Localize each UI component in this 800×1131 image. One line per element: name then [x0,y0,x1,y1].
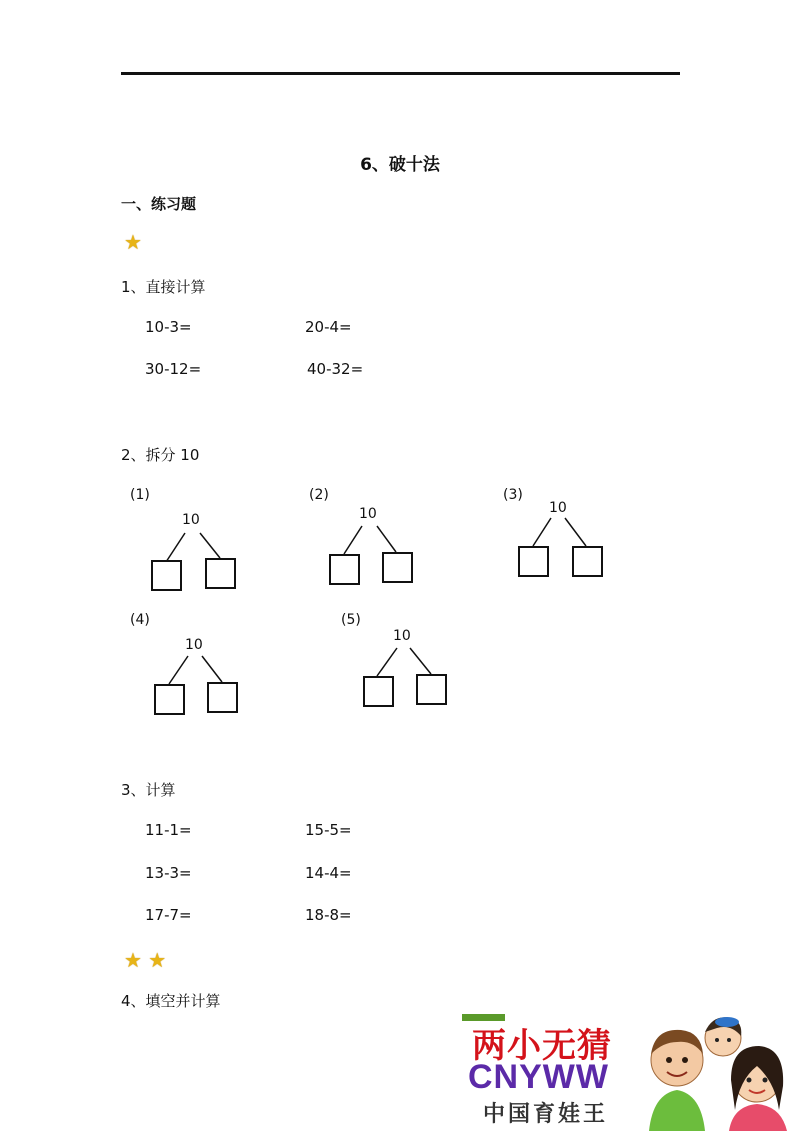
answer-box[interactable] [518,546,549,577]
question-4-label: 4、填空并计算 [121,992,221,1010]
watermark-brand-cn: 两小无猜 [472,1026,612,1066]
tree-number: 10 [359,506,377,522]
tree-number: 10 [185,637,203,653]
star-icon: ★ ★ [124,948,167,972]
question-2-label: 2、拆分 10 [121,446,200,464]
equation: 10-3= [145,318,192,336]
branch-line [377,648,397,676]
equation: 17-7= [145,906,192,924]
equation: 20-4= [305,318,352,336]
section-heading: 一、练习题 [121,195,197,213]
tree-tag: (3) [503,487,523,503]
branch-line [533,518,551,546]
tree-tag: (1) [130,487,150,503]
branch-line [166,533,185,562]
question-1-label: 1、直接计算 [121,278,206,296]
tree-tag: (2) [309,487,329,503]
answer-box[interactable] [363,676,394,707]
answer-box[interactable] [382,552,413,583]
branch-line [410,648,431,674]
equation: 13-3= [145,864,192,882]
watermark-sub: 中国育娃王 [483,1102,609,1127]
question-3-label: 3、计算 [121,781,176,799]
answer-box[interactable] [416,674,447,705]
watermark-brand-en: CNYWW [468,1058,609,1096]
equation: 18-8= [305,906,352,924]
tree-number: 10 [549,500,567,516]
answer-box[interactable] [154,684,185,715]
branch-line [202,656,222,682]
answer-box[interactable] [151,560,182,591]
answer-box[interactable] [207,682,238,713]
tree-tag: (5) [341,612,361,628]
equation: 11-1= [145,821,192,839]
branch-line [377,526,396,552]
page-title: 6、破十法 [360,155,440,175]
equation: 14-4= [305,864,352,882]
tree-number: 10 [182,512,200,528]
tree-tag: (4) [130,612,150,628]
equation: 40-32= [307,360,364,378]
equation: 15-5= [305,821,352,839]
answer-box[interactable] [205,558,236,589]
equation: 30-12= [145,360,202,378]
branch-line [169,656,188,684]
star-icon: ★ [124,230,142,254]
answer-box[interactable] [572,546,603,577]
branch-line [344,526,362,554]
tree-number: 10 [393,628,411,644]
children-illustration-icon [635,1010,795,1131]
branch-line [565,518,586,546]
answer-box[interactable] [329,554,360,585]
branch-line [200,533,220,558]
